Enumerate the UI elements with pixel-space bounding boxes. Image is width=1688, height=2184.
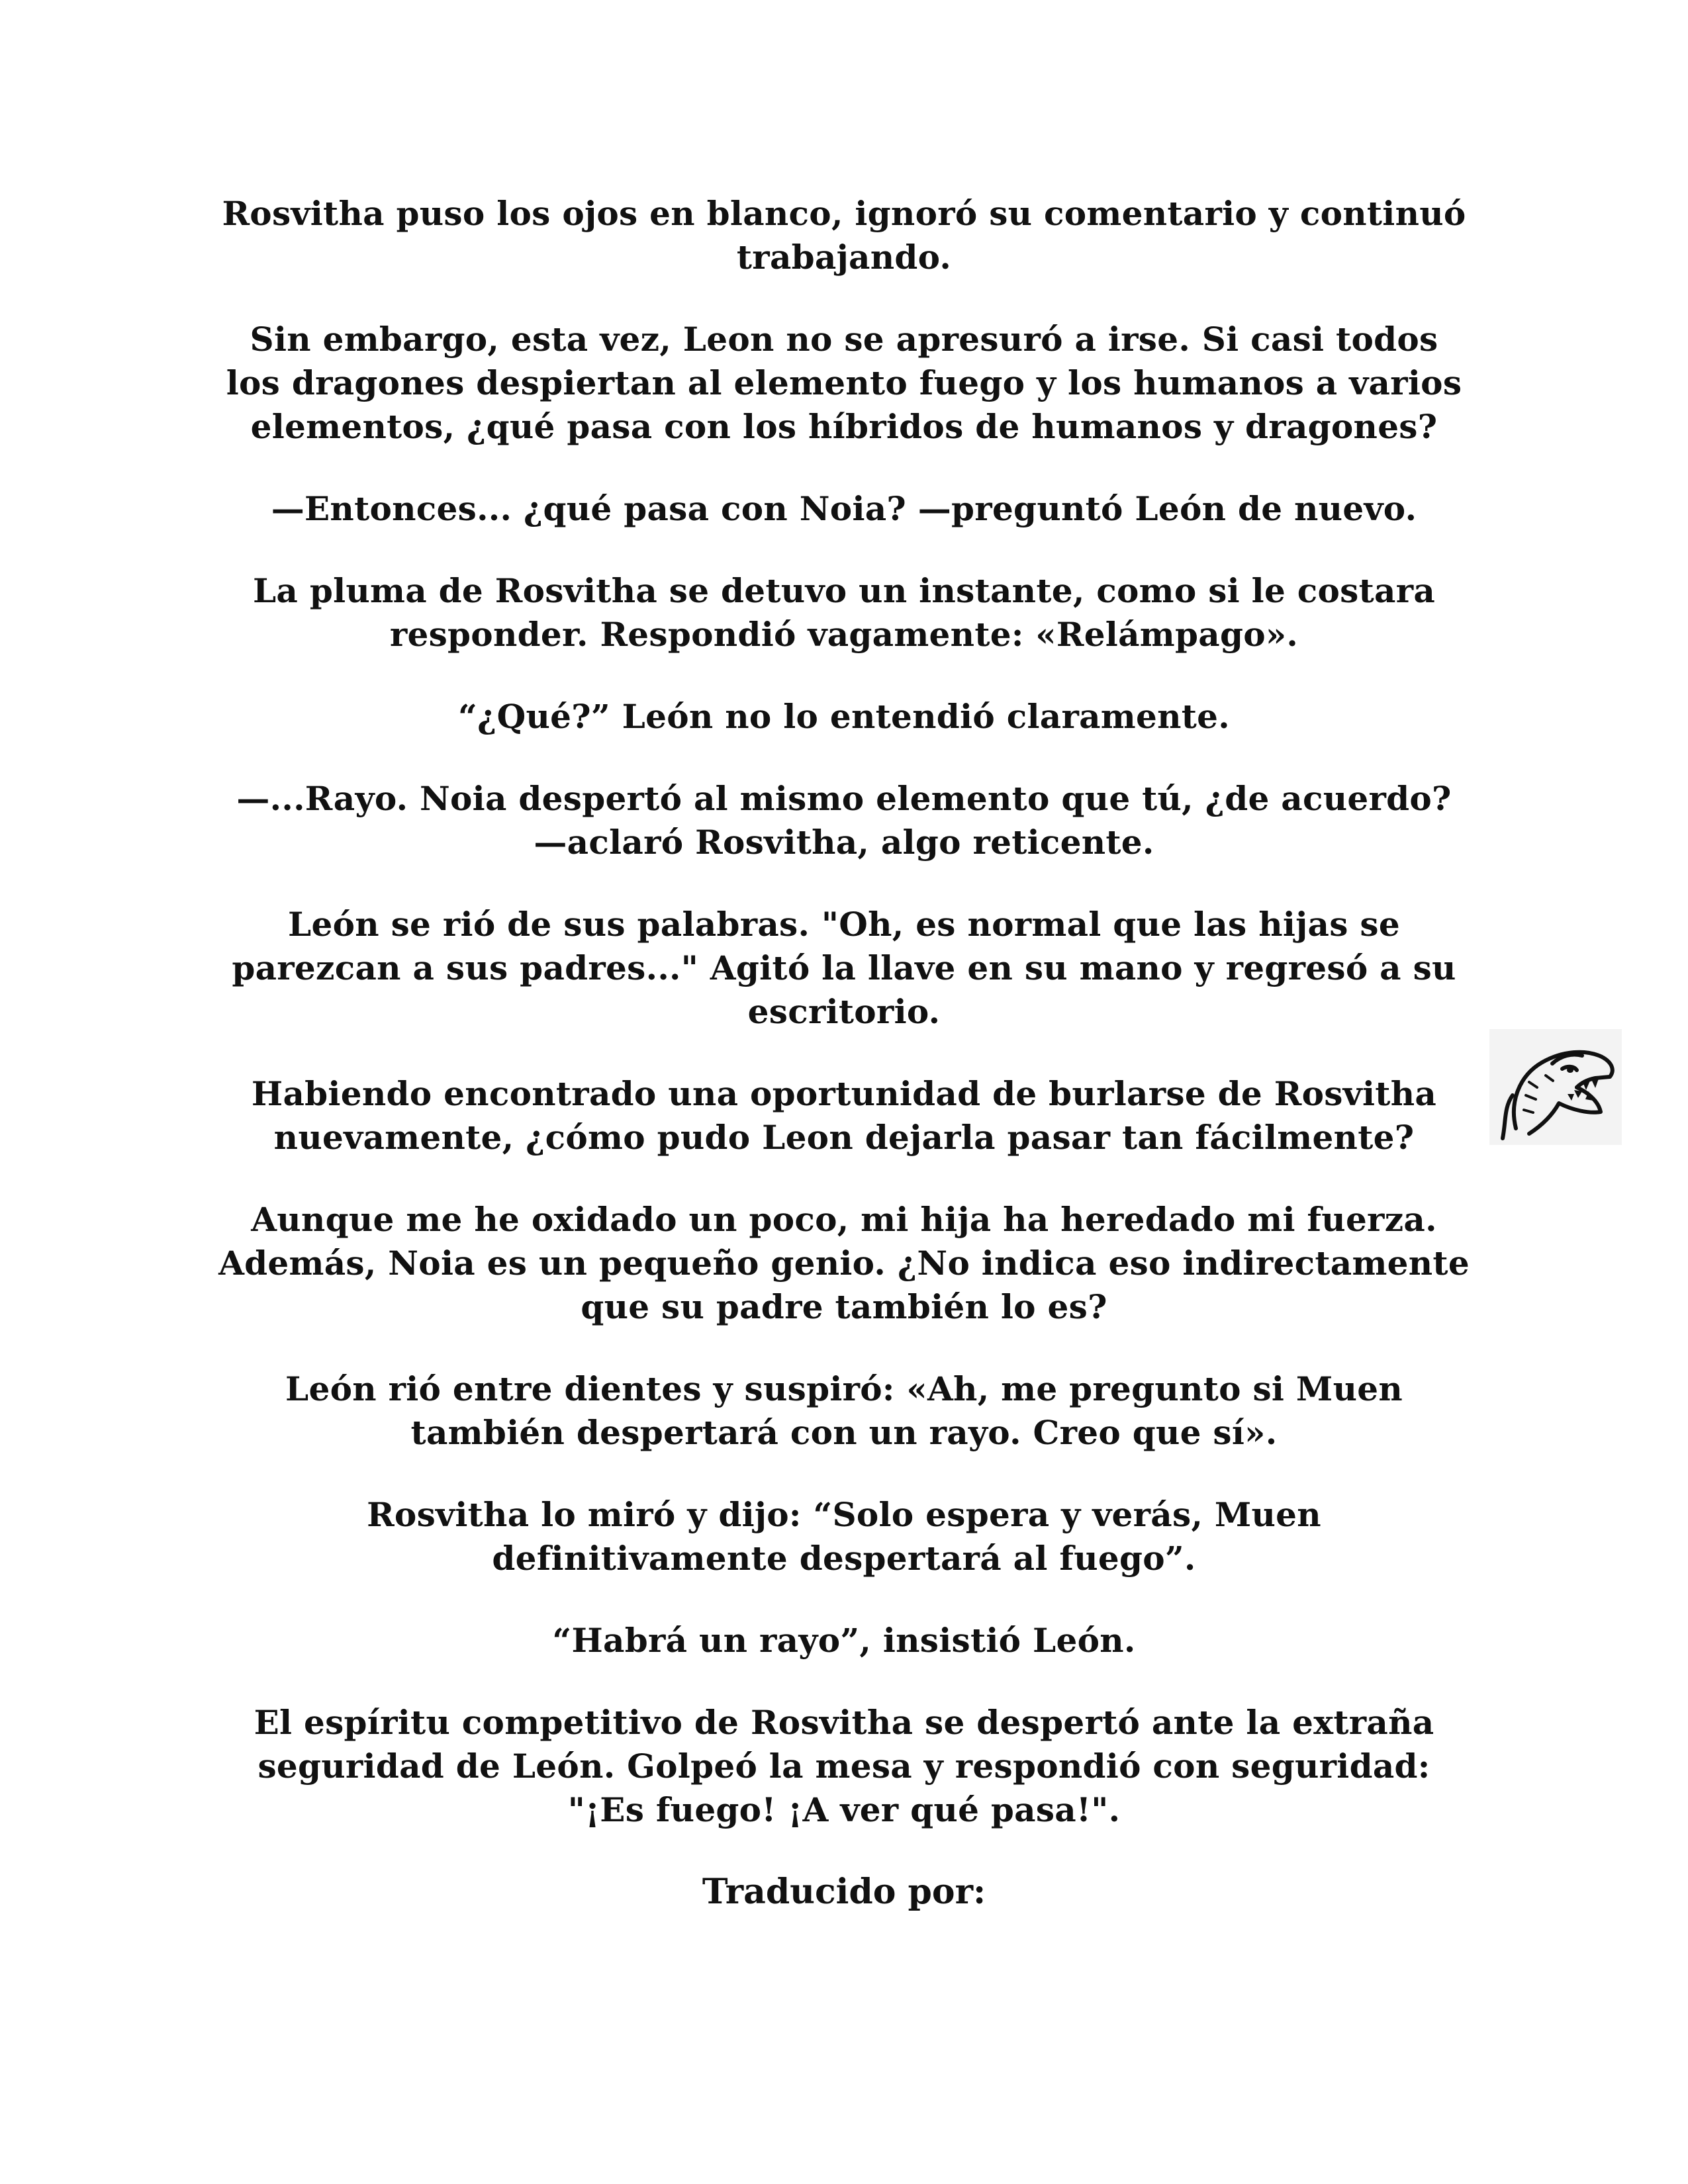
paragraph-8: Habiendo encontrado una oportunidad de burlarse de Rosvitha nuevamente, ¿cómo pudo Leon dejarla pasar tan fácilmente?	[251, 1074, 1437, 1157]
dinosaur-head-icon	[1489, 1029, 1622, 1145]
paragraph-4: La pluma de Rosvitha se detuvo un instante, como si le costara responder. Respondió vagamente: «Relámpago».	[252, 571, 1436, 654]
paragraph-2: Sin embargo, esta vez, Leon no se apresuró a irse. Si casi todos los dragones despiertan al elemento fuego y los humanos a varios elementos, ¿qué pasa con los híbridos de humanos y dragones?	[226, 320, 1462, 446]
paragraph-12: “Habrá un rayo”, insistió León.	[552, 1621, 1136, 1660]
translation-credit: Traducido por:	[702, 1872, 986, 1912]
paragraph-9: Aunque me he oxidado un poco, mi hija ha heredado mi fuerza. Además, Noia es un pequeño genio. ¿No indica eso indirectamente que su padre también lo es?	[218, 1200, 1470, 1326]
paragraph-1: Rosvitha puso los ojos en blanco, ignoró su comentario y continuó trabajando.	[222, 194, 1466, 277]
paragraph-13: El espíritu competitivo de Rosvitha se despertó ante la extraña seguridad de León. Golpeó la mesa y respondió con seguridad: "¡Es fuego! ¡A ver qué pasa!".	[254, 1703, 1434, 1829]
document-body	[218, 192, 1470, 1914]
paragraph-5: “¿Qué?” León no lo entendió claramente.	[458, 697, 1230, 736]
paragraph-11: Rosvitha lo miró y dijo: “Solo espera y verás, Muen definitivamente despertará al fuego”.	[367, 1495, 1321, 1578]
paragraph-7: León se rió de sus palabras. "Oh, es normal que las hijas se parezcan a sus padres..." Agitó la llave en su mano y regresó a su escritorio.	[232, 905, 1456, 1031]
paragraph-6: —...Rayo. Noia despertó al mismo elemento que tú, ¿de acuerdo? —aclaró Rosvitha, algo reticente.	[236, 779, 1452, 862]
paragraph-10: León rió entre dientes y suspiró: «Ah, me pregunto si Muen también despertará con un rayo. Creo que sí».	[285, 1369, 1403, 1452]
paragraph-3: —Entonces... ¿qué pasa con Noia? —preguntó León de nuevo.	[271, 489, 1417, 528]
